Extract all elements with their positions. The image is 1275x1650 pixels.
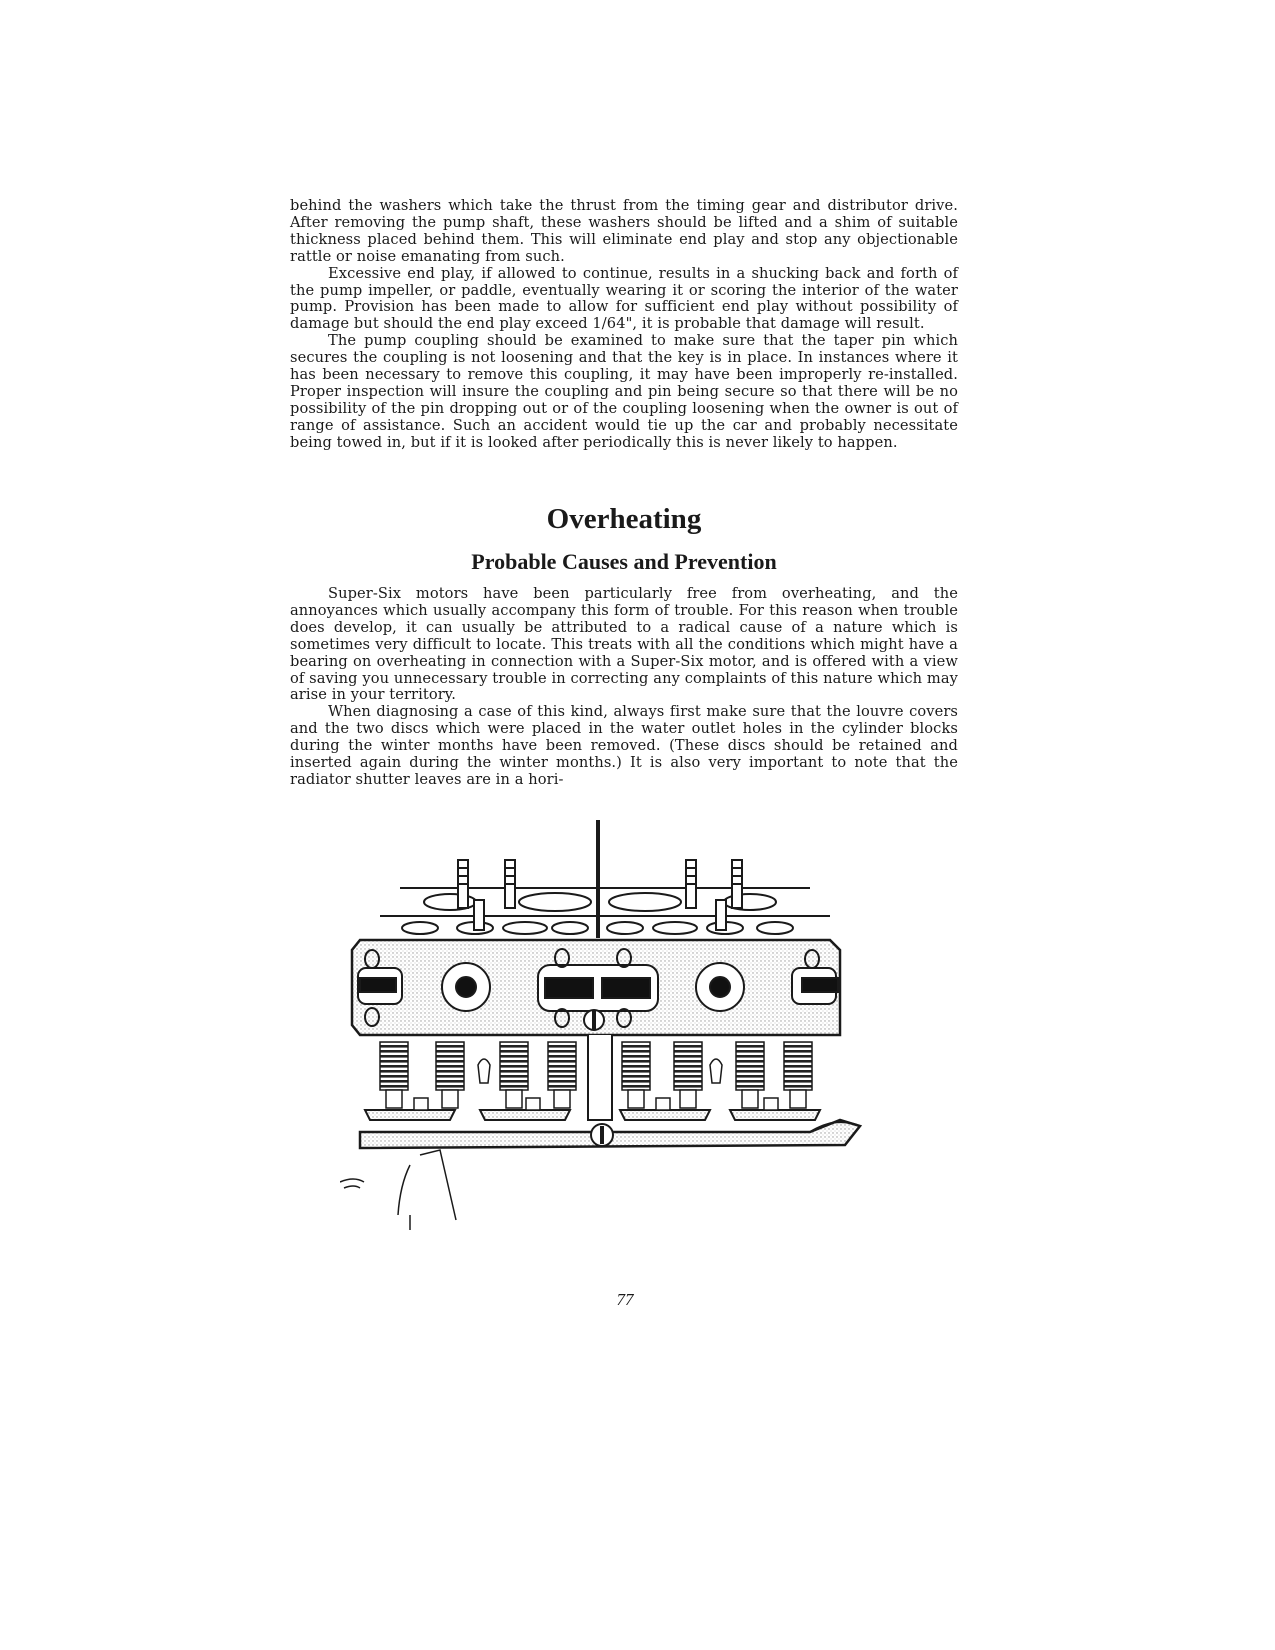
cylinder-block-illustration [340, 820, 900, 1270]
section-title: Overheating [546, 503, 702, 535]
body-text-overheating [290, 586, 958, 789]
paragraph-diagnosing: When diagnosing a case of this kind, always first make sure that the louvre covers and the two discs which were placed in the water outlet holes in the cylinder blocks during the winter months have been removed. (These discs should be retained and inserted again during the winter months.) It is also very important to note that the radiator shutter leaves are in a hori- [290, 703, 958, 788]
body-text-continued [290, 198, 958, 452]
page-number: 77 [616, 1290, 634, 1309]
paragraph-thrust-washers: behind the washers which take the thrust from the timing gear and distributor drive. After removing the pump shaft, these washers should be lifted and a shim of suitable thickness placed behind them. This will eliminate end play and stop any objectionable rattle or noise emanating from such. [290, 197, 958, 265]
paragraph-pump-coupling: The pump coupling should be examined to make sure that the taper pin which secures the coupling is not loosening and that the key is in place. In instances where it has been necessary to remove this coupling, it may have been improperly re-installed. Proper inspection will insure the coupling and pin being secure so that there will be no possibility of the pin dropping out or of the coupling loosening when the owner is out of range of assistance. Such an accident would tie up the car and probably necessitate being towed in, but if it is looked after periodically this is never likely to happen. [290, 332, 958, 451]
section-subtitle: Probable Causes and Prevention [471, 549, 777, 574]
paragraph-end-play: Excessive end play, if allowed to continue, results in a shucking back and forth of the pump impeller, or paddle, eventually wearing it or scoring the interior of the water pump. Provision has been made to allow for sufficient end play without possibility of damage but should the end play exceed 1/64", it is probable that damage will result. [290, 264, 958, 333]
paragraph-super-six-intro: Super-Six motors have been particularly free from overheating, and the annoyances which usually accompany this form of trouble. For this reason when trouble does develop, it can usually be attributed to a radical cause of a nature which is sometimes very difficult to locate. This treats with all the conditions which might have a bearing on overheating in connection with a Super-Six motor, and is offered with a view of saving you unnecessary trouble in correcting any complaints of this nature which may arise in your territory. [290, 585, 958, 704]
